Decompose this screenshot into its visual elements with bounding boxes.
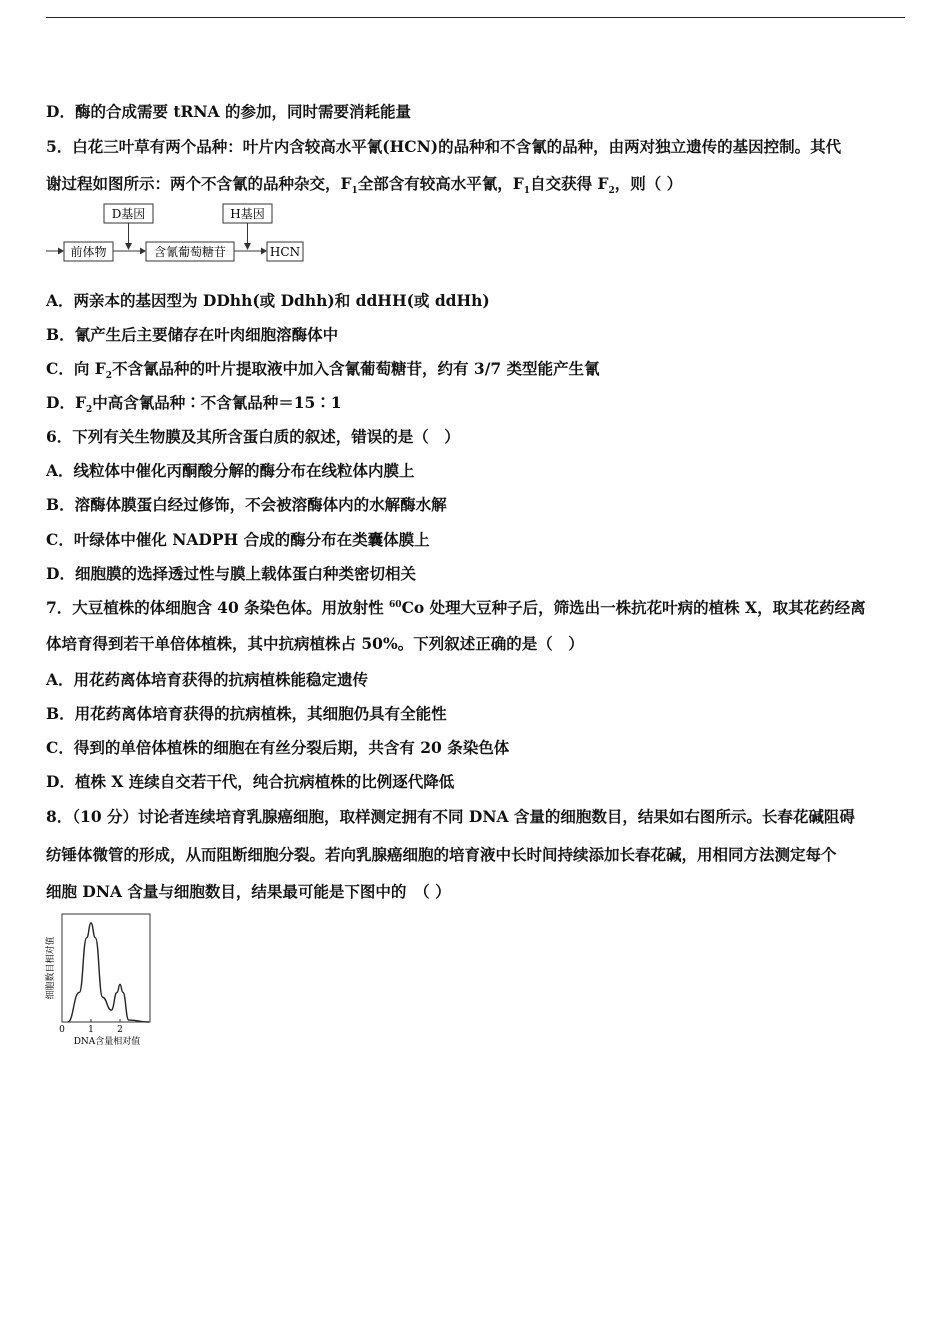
option-line: B．氰产生后主要储存在叶肉细胞溶酶体中 xyxy=(46,325,339,344)
question-8-stem: 8．（10 分）讨论者连续培育乳腺癌细胞，取样测定拥有不同 DNA 含量的细胞数目，结果如右图所示。长春花碱阻碍 xyxy=(46,807,855,826)
option-line: C．叶绿体中催化 NADPH 合成的酶分布在类囊体膜上 xyxy=(46,530,430,549)
question-8-stem-cont: 纺锤体微管的形成，从而阻断细胞分裂。若向乳腺癌细胞的培育液中长时间持续添加长春花碱，用相同方法测定每个 xyxy=(46,845,837,864)
dna-content-chart xyxy=(40,906,160,1051)
precursor-label: 前体物 xyxy=(70,245,107,259)
option-line: D．$F_2$中高含氰品种∶不含氰品种＝15∶1 xyxy=(46,393,342,416)
option-line: A．两亲本的基因型为 DDhh(或 Ddhh)和 ddHH(或 ddHh) xyxy=(46,291,490,310)
option-line: B．溶酶体膜蛋白经过修饰，不会被溶酶体内的水解酶水解 xyxy=(46,495,447,514)
option-line: D．酶的合成需要 tRNA 的参加，同时需要消耗能量 xyxy=(46,102,411,121)
option-line: C．得到的单倍体植株的细胞在有丝分裂后期，共含有 20 条染色体 xyxy=(46,738,510,757)
x-tick-label: 1 xyxy=(88,1025,94,1035)
option-line: D．植株 X 连续自交若干代，纯合抗病植株的比例逐代降低 xyxy=(46,772,455,791)
question-6-stem: 6．下列有关生物膜及其所含蛋白质的叙述，错误的是（ ） xyxy=(46,427,460,446)
glucoside-label: 含氰葡萄糖苷 xyxy=(153,245,227,259)
x-tick-label: 0 xyxy=(59,1025,65,1035)
header-rule xyxy=(46,17,905,18)
gene-d-label: D基因 xyxy=(111,207,146,221)
option-line: B．用花药离体培育获得的抗病植株，其细胞仍具有全能性 xyxy=(46,704,447,723)
x-axis-label: DNA含量相对值 xyxy=(73,1037,141,1047)
option-line: C．向 $F_2$不含氰品种的叶片提取液中加入含氰葡萄糖苷，约有 3/7 类型能产生氰 xyxy=(46,359,600,382)
hcn-label: HCN xyxy=(269,245,301,259)
y-axis-label: 细胞数目相对值 xyxy=(46,936,56,1000)
question-7-stem: 7．大豆植株的体细胞含 40 条染色体。用放射性 $^{60}$Co 处理大豆种子后，筛选出一株抗花叶病的植株 X，取其花药经离 xyxy=(46,598,866,617)
question-7-stem-cont: 体培育得到若干单倍体植株，其中抗病植株占 50%。下列叙述正确的是（ ） xyxy=(46,634,584,653)
series-line xyxy=(68,923,149,1022)
question-8-stem-cont: 细胞 DNA 含量与细胞数目，结果最可能是下图中的 （ ） xyxy=(46,882,451,901)
pathway-diagram xyxy=(44,202,314,272)
option-line: A．用花药离体培育获得的抗病植株能稳定遗传 xyxy=(46,670,369,689)
question-5-stem-cont: 谢过程如图所示：两个不含氰的品种杂交，$F_1$全部含有较高水平氰，$F_1$自交获得 $F_2$，则（ ） xyxy=(46,174,683,197)
option-line: D．细胞膜的选择透过性与膜上载体蛋白种类密切相关 xyxy=(46,564,416,583)
question-5-stem: 5．白花三叶草有两个品种：叶片内含较高水平氰(HCN)的品种和不含氰的品种，由两对独立遗传的基因控制。其代 xyxy=(46,137,842,156)
plot-frame xyxy=(62,914,150,1022)
gene-h-label: H基因 xyxy=(230,207,265,221)
x-tick-label: 2 xyxy=(117,1025,123,1035)
option-line: A．线粒体中催化丙酮酸分解的酶分布在线粒体内膜上 xyxy=(46,461,415,480)
